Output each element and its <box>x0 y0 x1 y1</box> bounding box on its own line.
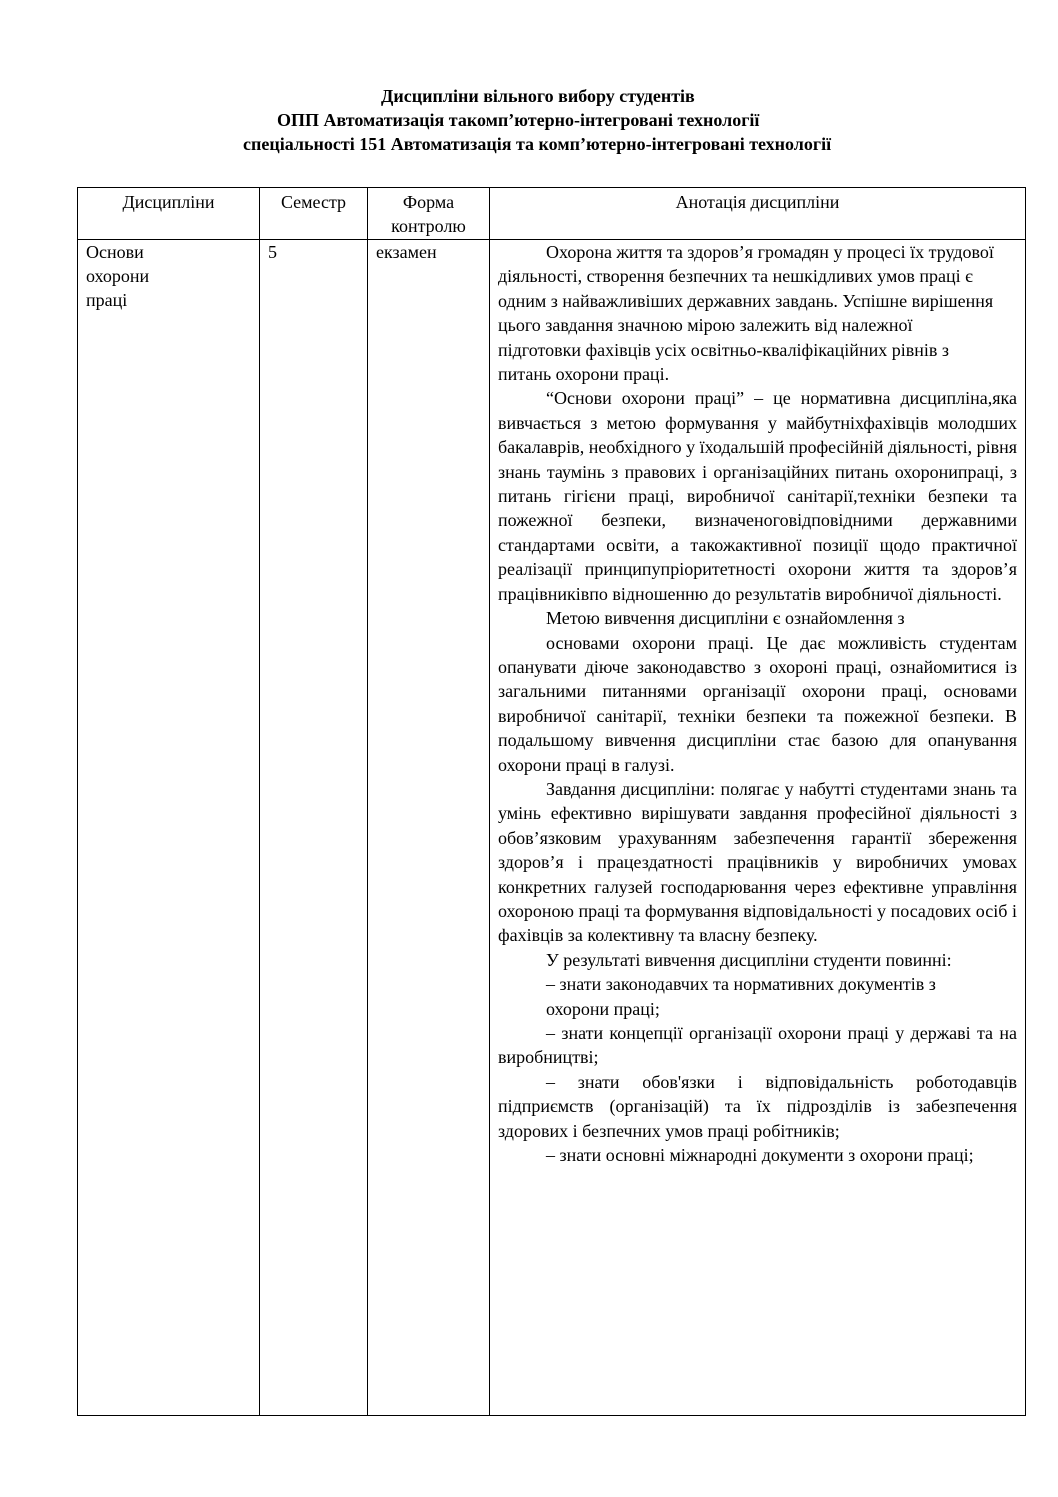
disciplines-table <box>77 187 1026 1416</box>
annotation-bullet: – знати законодавчих та нормативних документів з <box>546 974 936 995</box>
annotation-bullet: – знати концепції організації охорони праці у державі та на виробництві; <box>498 1023 1017 1068</box>
annotation-paragraph: Метою вивчення дисципліни є ознайомлення з <box>546 608 905 629</box>
header-semester: Семестр <box>260 188 368 240</box>
table-header-row <box>78 188 1026 240</box>
annotation-bullet: охорони праці; <box>546 998 660 1019</box>
header-annotation: Анотація дисципліни <box>490 188 1026 240</box>
title-line-3: спеціальності 151 Автоматизація та комп’ютерно-інтегровані технології <box>243 134 832 154</box>
annotation-bullet: – знати основні міжнародні документи з охорони праці; <box>546 1145 974 1166</box>
header-control-form: Форма контролю <box>368 188 490 240</box>
annotation-bullet: – знати обов'язки і відповідальність роботодавців підприємств (організацій) та їх підрозділів із забезпечення здорових і безпечних умов праці робітників; <box>498 1071 1017 1141</box>
cell-discipline: Основи охорони праці <box>78 240 260 1416</box>
annotation-paragraph: Охорона життя та здоров’я громадян у процесі їх трудової діяльності, створення безпечних та нешкідливих умов праці є одним з найважливіших державних завдань. Успішне вирішення цього завдання значною мірою залежить від належної підготовки фахівців усіх освітньо-кваліфікаційних рівнів з питань охорони праці. <box>498 242 994 385</box>
header-discipline: Дисципліни <box>78 188 260 240</box>
annotation-paragraph: У результаті вивчення дисципліни студенти повинні: <box>546 949 952 970</box>
cell-control-form: екзамен <box>368 240 490 1416</box>
title-line-2: ОПП Автоматизація такомп’ютерно-інтегровані технології <box>277 110 760 130</box>
table-row <box>78 240 1026 1416</box>
annotation-paragraph: основами охорони праці. Це дає можливість студентам опанувати діюче законодавство з охороні праці, ознайомитися із загальними питаннями організації охорони праці, основами виробничої санітарії, техніки безпеки та пожежної безпеки. В подальшому вивчення дисципліни стає базою для опанування охорони праці в галузі. <box>498 632 1017 775</box>
annotation-paragraph: “Основи охорони праці” – це нормативна дисципліна,яка вивчається з метою формування у майбутніхфахівців молодших бакалаврів, необхідного у їходальшій професійній діяльності, рівня знань таумінь з правових і організаційних питань охоронипраці, з питань гігієни праці, виробничої санітарії,техніки безпеки та пожежної безпеки, визначеноговідповідними державними стандартами освіти, а такожактивної позиції щодо практичної реалізації принципупріоритетності охорони життя та здоров’я працівниківпо відношенню до результатів виробничої діяльності. <box>498 388 1017 604</box>
cell-annotation <box>490 240 1026 1416</box>
title-line-1: Дисципліни вільного вибору студентів <box>381 86 695 106</box>
cell-semester: 5 <box>260 240 368 1416</box>
annotation-paragraph: Завдання дисципліни: полягає у набутті студентами знань та умінь ефективно вирішувати завдання професійної діяльності з обов’язковим урахуванням забезпечення гарантії збереження здоров’я і працездатності працівників у виробничих умовах конкретних галузей господарювання через ефективне управління охороною праці та формування відповідальності у посадових осіб і фахівців за колективну та власну безпеку. <box>498 778 1017 946</box>
